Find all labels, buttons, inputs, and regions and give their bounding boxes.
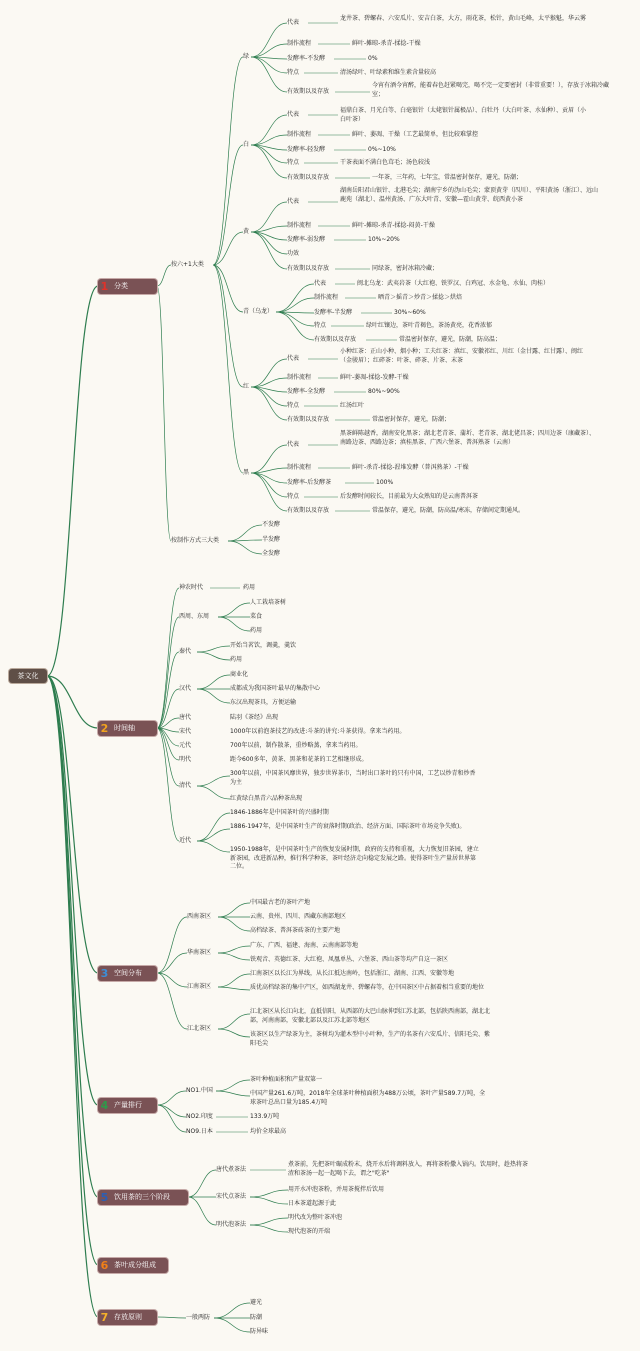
mindmap-node[interactable]: 700年以前，制作散茶，重炒略蒸，拿来当药用。 — [230, 742, 362, 749]
connector-line — [251, 44, 287, 57]
mindmap-node[interactable]: 有效期以及存放 — [287, 265, 330, 272]
branch-label: 分类 — [114, 282, 128, 290]
mindmap-node[interactable]: 现代泡茶的开端 — [288, 1228, 331, 1235]
branch-drinking-stages[interactable] — [98, 1190, 188, 1205]
connector-line — [218, 1014, 250, 1029]
connector-line — [218, 617, 250, 631]
mindmap-node[interactable]: 代表 — [287, 441, 300, 448]
mindmap-node[interactable]: 特点 — [287, 402, 300, 409]
mindmap-node[interactable]: 300年以前，中国茶风靡世界，独步世界茶市，当时出口茶叶的只有中国，工艺以炒青和炒香为主 — [230, 770, 476, 786]
connector-line — [197, 841, 230, 852]
mindmap-node[interactable]: 有效期以及存放 — [287, 416, 330, 423]
mindmap-node[interactable]: 绿叶红镶边，茶叶青褐色，茶汤黄亮，花香浓郁 — [366, 322, 493, 329]
connector-line — [251, 232, 287, 269]
connector-line — [276, 298, 314, 312]
mindmap-node[interactable]: 发酵率-后发酵茶 — [287, 479, 332, 486]
mindmap-node[interactable]: 133.9万吨 — [250, 1113, 280, 1120]
mindmap-node[interactable]: 1950-1988年，是中国茶叶生产的恢复发展时期，政府的支持和重视，大力恢复旧茶园，建立新茶园，改进新品种，推行科学种茶，茶叶经济走向稳定发展之路。使得茶叶生产量居世界第二位。 — [230, 846, 479, 870]
connector-line — [213, 265, 243, 473]
connector-line — [197, 646, 230, 652]
connector-line — [228, 541, 262, 554]
mindmap-node[interactable]: 云南、贵州、四川、西藏东南部地区 — [250, 913, 347, 920]
connector-line — [47, 676, 98, 1317]
mindmap-node[interactable]: 该茶区以生产绿茶为主，茶树均为灌木型中小叶种，生产的名茶有六安瓜片、信阳毛尖、紫阳毛尖 — [250, 1031, 491, 1047]
connector-line — [47, 286, 98, 676]
mindmap-node[interactable]: 特点 — [287, 493, 300, 500]
connector-line — [197, 829, 230, 841]
mindmap-node[interactable]: 今宵有酒今宵醉，能着春色赶紧喝完，喝不完一定要密封（非常重要！），存放于冰箱冷藏室； — [372, 82, 610, 98]
branch-label: 存放原则 — [114, 1313, 142, 1321]
mindmap-node[interactable]: 黑茶鲜陈越香，湖南安化黑茶；湖北老青茶、蒲圻、老青茶、湖北佬昌茶；四川边茶（康藏茶）、南路边茶、西路边茶；滇桂黑茶、广西六堡茶、普洱熟茶（云南） — [340, 430, 596, 446]
mindmap-node[interactable]: 湖南岳阳君山银针、北港毛尖；湖南宁乡的沩山毛尖；蒙顶黄芽（四川）、平阳黄汤（浙江）、远山鹿苑（湖北）、温州黄汤、广东大叶青、安徽—霍山黄芽、皖西黄小茶 — [340, 187, 599, 203]
connector-line — [250, 1225, 288, 1232]
mindmap-node[interactable]: 秦代 — [179, 648, 192, 655]
branch-number: 3 — [100, 967, 109, 980]
mindmap-node[interactable]: 10%~20% — [368, 236, 400, 243]
mindmap-node[interactable]: 菜食 — [250, 613, 263, 620]
mindmap-node[interactable]: 清汤绿叶、叶绿素和维生素含量较高 — [340, 69, 437, 76]
mindmap-node[interactable]: 药用 — [230, 656, 243, 663]
mindmap-node[interactable]: 常温密封保存，避光，防潮，防高温； — [399, 336, 502, 343]
mindmap-node[interactable]: 同绿茶，密封冰箱冷藏； — [372, 265, 439, 272]
connector-line — [251, 115, 287, 145]
mindmap-node[interactable]: 汉代 — [179, 685, 192, 692]
mindmap-node[interactable]: 宋代 — [179, 728, 192, 735]
connector-line — [47, 676, 98, 1197]
connector-line — [218, 903, 250, 917]
mindmap-node[interactable]: 按制作方式三大类 — [171, 537, 220, 544]
mindmap-node[interactable]: 干茶表面不满白色茸毛；汤色较浅 — [340, 159, 431, 166]
mindmap-node[interactable]: 0% — [368, 55, 378, 62]
mindmap-node[interactable]: 半发酵 — [262, 536, 281, 543]
mindmap-node[interactable]: 防潮 — [250, 1314, 263, 1321]
mindmap-node[interactable]: 用开水冲泡茶粉，并用茶搅拌后饮用 — [288, 1186, 385, 1193]
connector-line — [197, 652, 230, 660]
mindmap-node[interactable]: 明代改为整叶茶冲泡 — [288, 1214, 343, 1221]
mindmap-node[interactable]: 代表 — [287, 355, 300, 362]
mindmap-node[interactable]: 华南茶区 — [187, 949, 212, 956]
connector-line — [188, 1170, 216, 1197]
connector-line — [197, 813, 230, 841]
mindmap-node[interactable]: 明代 — [179, 756, 192, 763]
mindmap-node[interactable]: 开始当茗饮，调羹，羹饮 — [230, 642, 297, 649]
mindmap-node[interactable]: 1846-1886年是中国茶叶的兴盛时期 — [230, 809, 329, 816]
connector-line — [251, 445, 287, 473]
mindmap-node[interactable]: 特点 — [314, 322, 327, 329]
connector-line — [157, 973, 187, 1029]
mindmap-node[interactable]: 绿 — [243, 53, 250, 60]
mindmap-node[interactable]: 100% — [376, 479, 394, 486]
mindmap-node[interactable]: 常温密封保存，避光，防潮； — [372, 416, 451, 423]
branch-number: 4 — [100, 1099, 109, 1112]
mindmap-node[interactable]: 龙井茶、碧螺春、六安瓜片、安吉白茶，大方，雨花茶，松针，黄山毛峰，太平猴魁，华云雾 — [340, 15, 587, 22]
mindmap-node[interactable]: 西南茶区 — [187, 913, 212, 920]
branch-spatial-distribution[interactable] — [98, 966, 157, 981]
connector-line — [188, 1197, 216, 1225]
mindmap-node[interactable]: 30%~60% — [394, 309, 426, 316]
connector-line — [250, 1218, 288, 1225]
branch-number: 7 — [100, 1311, 109, 1324]
mindmap-node[interactable]: 制作流程 — [314, 294, 339, 301]
connector-line — [251, 473, 287, 497]
mindmap-node[interactable]: 制作流程 — [287, 374, 312, 381]
mindmap-node[interactable]: 80%~90% — [368, 388, 400, 395]
branch-label: 空间分布 — [114, 969, 142, 977]
mindmap-node[interactable]: 清代 — [179, 782, 192, 789]
branch-classification[interactable] — [98, 279, 157, 294]
mindmap-node[interactable]: 药用 — [250, 627, 263, 634]
connector-line — [157, 1091, 186, 1105]
mindmap-node[interactable]: 有效期以及存放 — [287, 507, 330, 514]
connector-line — [250, 1190, 288, 1197]
branch-label: 产量排行 — [114, 1101, 142, 1109]
mindmap-node[interactable]: 小种红茶：正山小种、烟小种；工夫红茶：滇红、安徽祁红、川红（金甘露、红甘露）、闽红（金骏眉）；红碎茶：叶茶、碎茶、片茶、末茶 — [340, 348, 584, 364]
connector-line — [276, 312, 314, 340]
mindmap-node[interactable]: 0%~10% — [368, 146, 396, 153]
connector-line — [214, 1303, 250, 1318]
branch-storage-principles[interactable] — [98, 1310, 157, 1325]
mindmap-node[interactable]: 红黄绿白黑青六品种茶出现 — [230, 795, 303, 802]
connector-line — [251, 57, 287, 73]
mindmap-node[interactable]: 日本茶道起源于此 — [288, 1200, 337, 1207]
mindmap-node[interactable]: NO9.日本 — [186, 1128, 213, 1135]
mindmap-node[interactable]: 鲜叶-摊晾-杀青-揉捻-闷黄-干燥 — [352, 222, 435, 229]
mindmap-node[interactable]: 鲜叶-摊晾-杀青-揉捻-干燥 — [352, 40, 421, 47]
mindmap-node[interactable]: 陆羽《茶经》出现 — [230, 714, 279, 721]
mindmap-node[interactable]: 防异味 — [250, 1328, 269, 1335]
mindmap-node[interactable]: 常温保存，避光，防潮，防高温/寒冻，存储间定期通风。 — [372, 507, 525, 514]
connector-line — [251, 23, 287, 57]
mindmap-node[interactable]: 中国产量261.6万吨，2018年全球茶叶种植面积为488万公顷，茶叶产量589.7万吨，全球茶叶总出口量为185.4万吨 — [250, 1090, 486, 1106]
connector-line — [218, 987, 250, 990]
mindmap-node[interactable]: 红 — [243, 383, 250, 390]
mindmap-node[interactable]: 明代泡茶法 — [216, 1221, 247, 1228]
connector-line — [197, 786, 230, 799]
mindmap-node[interactable]: 黑 — [243, 469, 250, 476]
mindmap-node[interactable]: 制作流程 — [287, 464, 312, 471]
connector-line — [216, 1080, 250, 1091]
mindmap-node[interactable]: 均价全球最高 — [250, 1128, 287, 1135]
connector-line — [157, 953, 187, 973]
mindmap-node[interactable]: 鲜叶-萎凋-揉捻-发酵-干燥 — [340, 374, 409, 381]
branch-tea-components[interactable] — [98, 1258, 168, 1273]
mindmap-node[interactable]: 茶叶种植面积和产量双第一 — [250, 1076, 323, 1083]
connector-line — [251, 202, 287, 232]
mindmap-node[interactable]: 特点 — [287, 69, 300, 76]
mindmap-node[interactable]: 质优高档绿茶的集中产区，如西湖龙井、碧螺春等，在中国茶区中占据着相当重要的地位 — [250, 984, 485, 991]
connector-line — [228, 525, 262, 541]
mindmap-node[interactable]: 代表 — [287, 19, 300, 26]
connector-line — [250, 1197, 288, 1204]
connector-line — [214, 1318, 250, 1332]
mindmap-node[interactable]: 人工栽培茶树 — [250, 599, 287, 606]
mindmap-node[interactable]: 青（乌龙） — [243, 308, 274, 315]
mindmap-node[interactable]: 有效期以及存放 — [287, 88, 330, 95]
mindmap-node[interactable]: 晒青＞摇青＞炒青＞揉捻＞烘焙 — [378, 294, 463, 301]
mindmap-node[interactable]: 制作流程 — [287, 222, 312, 229]
mindmap-node[interactable]: 后发酵时间较长，目前最为大众熟知的是云南普洱茶 — [340, 493, 479, 500]
mindmap-node[interactable]: 发酵率-弱发酵 — [287, 236, 326, 243]
mindmap-node[interactable]: 东汉出现茶具，方便运输 — [230, 699, 297, 706]
connector-line — [276, 312, 314, 326]
mindmap-node[interactable]: 中国最古老的茶叶产地 — [250, 899, 311, 906]
connector-line — [218, 1029, 250, 1037]
mindmap-node[interactable]: 发酵率-全发酵 — [287, 388, 326, 395]
mindmap-node[interactable]: NO2.印度 — [186, 1113, 213, 1120]
connector-line — [218, 946, 250, 953]
mindmap-node[interactable]: 近代 — [179, 837, 192, 844]
mindmap-node[interactable]: 江北茶区 — [187, 1025, 212, 1032]
connector-line — [157, 617, 179, 728]
mindmap-node[interactable]: 发酵率-不发酵 — [287, 55, 326, 62]
mindmap-node[interactable]: 代表 — [314, 280, 327, 287]
connector-line — [197, 776, 230, 786]
branch-number: 1 — [100, 280, 109, 293]
branch-number: 6 — [100, 1259, 109, 1272]
mindmap-node[interactable]: 制作流程 — [287, 131, 312, 138]
mindmap-node[interactable]: 功效 — [287, 250, 300, 257]
branch-label: 茶叶成分组成 — [114, 1261, 156, 1269]
connector-line — [157, 1105, 186, 1117]
branch-number: 2 — [100, 722, 109, 735]
mindmap-node[interactable]: 唐代煮茶法 — [216, 1166, 247, 1173]
mindmap-node[interactable]: 一年茶，三年药，七年宝，常温密封保存，避光，防潮； — [372, 174, 523, 181]
connector-line — [47, 676, 98, 728]
mindmap-node[interactable]: 成都成为我国茶叶最早的集散中心 — [230, 685, 321, 692]
branch-label: 时间轴 — [114, 724, 135, 732]
root-node[interactable]: 茶文化 — [9, 669, 47, 683]
mindmap-node[interactable]: 白 — [243, 141, 250, 148]
mindmap-node[interactable]: 江南茶区以长江为界线，从长江抵达南岭，包括浙江、湖南、江西、安徽等地 — [250, 970, 455, 977]
branch-output-ranking[interactable] — [98, 1098, 157, 1113]
mindmap-node[interactable]: 代表 — [287, 198, 300, 205]
connector-line — [251, 135, 287, 145]
connector-line — [157, 265, 171, 286]
connector-line — [157, 588, 179, 728]
mindmap-node[interactable]: 1000年以前泡茶技艺的改进:斗茶的讲究:斗茶获得。拿来当药用。 — [230, 728, 406, 735]
mindmap-node[interactable]: 发酵率-轻发酵 — [287, 146, 326, 153]
connector-line — [47, 676, 98, 1105]
mindmap-node[interactable]: 有效期以及存放 — [287, 174, 330, 181]
mindmap-node[interactable]: 药用 — [243, 584, 256, 591]
mindmap-node[interactable]: 鲜叶-杀青-揉捻-渥堆发酵（普洱熟茶）-干燥 — [352, 464, 469, 471]
branch-number: 5 — [100, 1191, 109, 1204]
mindmap-node[interactable]: 煮茶前，先把茶叶碾成粉末，烧开水后将调料放入，再将茶粉撒入锅内。饮用时，趁热将茶渣和茶汤一起一起喝下去，谓之"吃茶" — [288, 1161, 529, 1177]
mindmap-node[interactable]: 红汤红叶 — [340, 402, 365, 409]
mindmap-node[interactable]: 江北茶区从长江向北，直抵信阳，从西部的大巴山脉伸到江苏北部，包括陕西南部，湖北北部，河南南部，安徽北部以及江苏北部等地区 — [250, 1008, 491, 1024]
mindmap-node[interactable]: 一般两防 — [186, 1314, 211, 1321]
mindmap-node[interactable]: 西周、东周 — [179, 613, 210, 620]
mindmap-node[interactable]: 1886-1947年，是中国茶叶生产的衰落时期(政治、经济方面、国际茶叶市场竞争失败)。 — [230, 823, 466, 830]
mindmap-node[interactable]: 有效期以及存放 — [314, 336, 357, 343]
mindmap-node[interactable]: 黄 — [243, 228, 250, 235]
mindmap-node[interactable]: 不发酵 — [262, 521, 281, 528]
mindmap-node[interactable]: 发酵率-半发酵 — [314, 309, 353, 316]
mindmap-node[interactable]: 江南茶区 — [187, 983, 212, 990]
mindmap-node[interactable]: 福鼎白茶、月光白等、白毫银针（太姥银针属极品）、白牡丹（大白叶茶、水仙种）、贡眉（小白叶茶） — [340, 107, 587, 123]
mindmap-node[interactable]: 宋代点茶法 — [216, 1193, 247, 1200]
mindmap-node[interactable]: 按六+1大类 — [171, 261, 204, 268]
branch-label: 饮用茶的三个阶段 — [114, 1193, 170, 1201]
mindmap-node[interactable]: 高档绿茶、普洱茶砖茶的主要产地 — [250, 927, 341, 934]
connector-line — [218, 974, 250, 987]
mindmap-node[interactable]: 鲜叶、萎凋、干燥（工艺最简单，但比较难掌控 — [352, 131, 479, 138]
connector-line — [218, 603, 250, 617]
connector-line — [218, 917, 250, 931]
mindmap-node[interactable]: 闽北乌龙：武夷岩茶（大红袍、铁罗汉、白鸡冠、水金龟、水仙、肉桂） — [357, 280, 550, 287]
mindmap-node[interactable]: 距今600多年，黄茶、黑茶和花茶的工艺相继形成。 — [230, 756, 368, 763]
mindmap-node[interactable]: 神农时代 — [179, 584, 204, 591]
connector-line — [276, 284, 314, 312]
mindmap-node[interactable]: 制作流程 — [287, 40, 312, 47]
connector-line — [216, 1091, 250, 1096]
branch-timeline[interactable] — [98, 721, 157, 736]
connector-line — [251, 473, 287, 511]
connector-line — [213, 57, 243, 265]
mindmap-node[interactable]: 商业化 — [230, 671, 249, 678]
connector-line — [197, 689, 230, 703]
connector-line — [157, 1317, 186, 1318]
mindmap-node[interactable]: 全发酵 — [262, 550, 281, 557]
mindmap-node[interactable]: 代表 — [287, 111, 300, 118]
connector-line — [197, 675, 230, 689]
mindmap-node[interactable]: 唐代 — [179, 714, 192, 721]
connector-line — [157, 1105, 186, 1132]
mindmap-node[interactable]: 广东、广西、福建、海南、云南南部等地 — [250, 942, 359, 949]
connector-line — [218, 953, 250, 960]
mindmap-node[interactable]: NO1.中国 — [186, 1087, 213, 1094]
mindmap-node[interactable]: 铁观音、英德红茶、大红袍、凤凰单丛、六堡茶、西山茶等均产自这一茶区 — [250, 956, 449, 963]
connector-line — [251, 57, 287, 92]
connector-line — [157, 917, 187, 973]
mindmap-node[interactable]: 特点 — [287, 159, 300, 166]
mindmap-node[interactable]: 元代 — [179, 742, 192, 749]
connector-line — [157, 286, 171, 541]
mindmap-node[interactable]: 避光 — [250, 1299, 263, 1306]
